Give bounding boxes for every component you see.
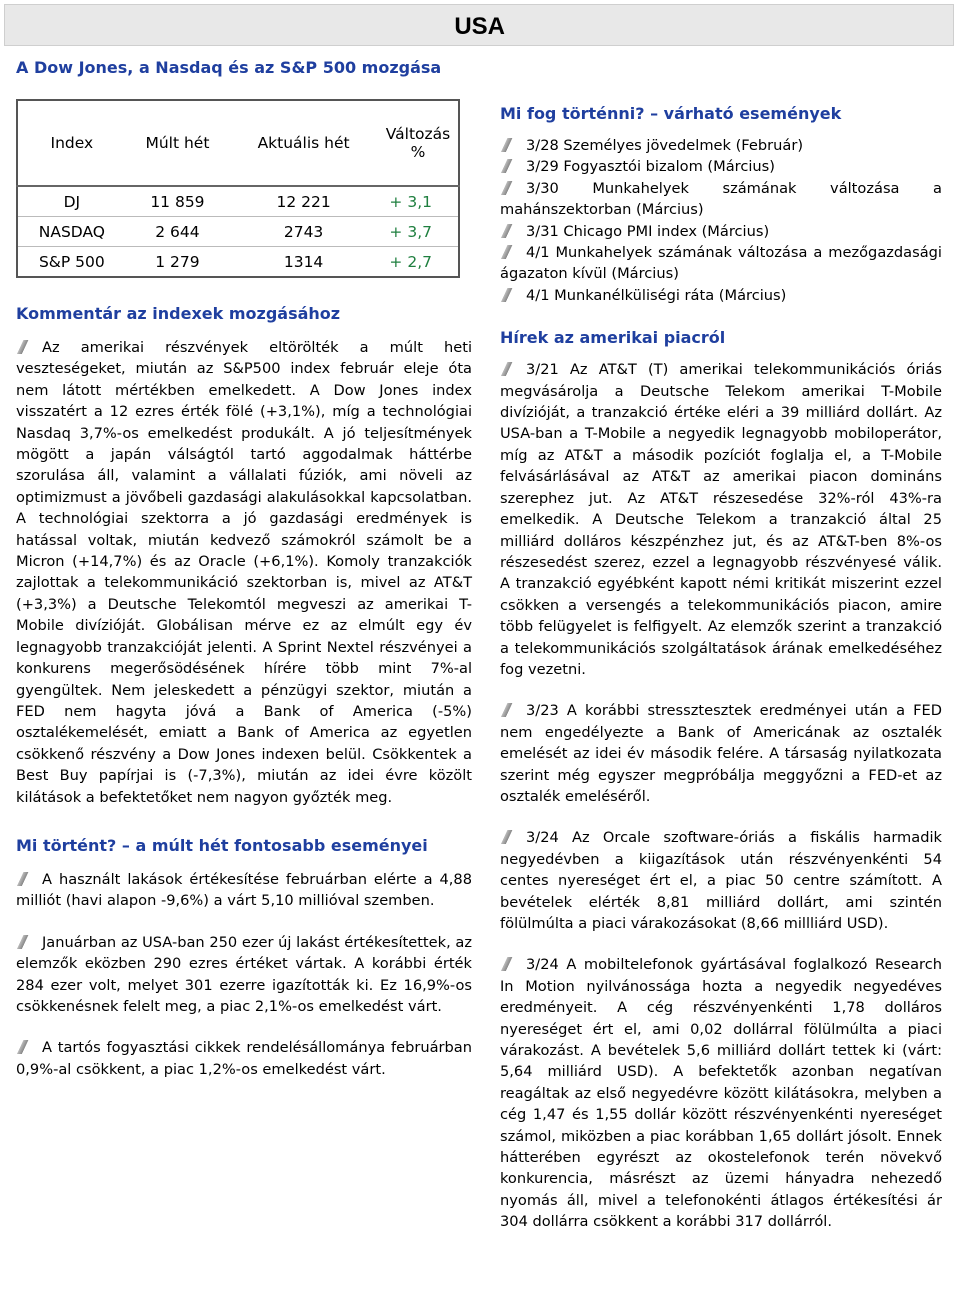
bullet-slash-icon (500, 288, 518, 302)
col-header-current-week: Aktuális hét (229, 100, 378, 186)
news-text: 3/21 Az AT&T (T) amerikai telekommunikációs óriás megvásárolja a Deutsche Telekom amerikai T-Mobile divízióját, a tranzakció értéke eléri a 39 milliárd dollárt. Az USA-ban a T-Mobile a negyedik legnagyobb mobiloperátor, míg az AT&T a második pozíciót foglalja el, a T-Mobile felvásárlásával az AT&T az amerikai piacon domináns szerephez jut. Az AT&T részesedése 32%-ról 43%-ra emelkedik. A Deutsche Telekom a tranzakció által 25 milliárd dolláros készpénzhez jut, és az AT&T-ben 8%-os részesedést szerez, ezzel a legnagyobb részvényesé válik. A tranzakció egyébként kapott némi kritikát miszerint ezzel csökken a versengés a telekommunikációs piacon, amire több felügyelet is felfigyelt. Az elemzők szerint a tranzakció a telekommunikációs szolgáltatások árának emelkedéséhez fog vezetni. (500, 361, 942, 678)
bullet-slash-icon (500, 181, 518, 195)
list-item (500, 359, 942, 680)
event-text: Januárban az USA-ban 250 ezer új lakást értékesítettek, az elemzők eközben 290 ezres értéket vártak. A korábbi érték 284 ezer volt, melyet 301 ezerre igazították ki. Ez 16,9%-os csökkenésnek felelt meg, a piac 2,1%-os emelkedést várt. (16, 933, 472, 1015)
cell-current: 12 221 (229, 186, 378, 217)
cell-current: 2743 (229, 217, 378, 247)
past-events-title: Mi történt? – a múlt hét fontosabb eseményei (16, 835, 428, 855)
upcoming-text: 3/28 Személyes jövedelmek (Február) (526, 137, 804, 154)
table-row (17, 217, 459, 247)
cell-change: + 3,1 (378, 186, 459, 217)
upcoming-text: 3/30 Munkahelyek számának változása a mahánszektorban (Március) (500, 179, 942, 219)
upcoming-text: 4/1 Munkahelyek számának változása a mezőgazdasági ágazaton kívül (Március) (500, 244, 942, 283)
list-item (500, 156, 942, 177)
list-item (16, 1037, 472, 1080)
cell-index: NASDAQ (17, 217, 126, 247)
bullet-slash-icon (500, 245, 518, 259)
col-header-change: Változás % (378, 100, 459, 186)
bullet-slash-icon (500, 957, 518, 971)
bullet-slash-icon (16, 872, 34, 886)
left-column (16, 50, 472, 1100)
news-title: Hírek az amerikai piacról (500, 328, 726, 348)
cell-last: 11 859 (126, 186, 229, 217)
list-item (500, 827, 942, 934)
page-header (4, 4, 954, 46)
bullet-slash-icon (500, 138, 518, 152)
list-item (500, 285, 942, 306)
col-header-index: Index (17, 100, 126, 186)
list-item (500, 221, 942, 242)
cell-current: 1314 (229, 247, 378, 278)
cell-index: DJ (17, 186, 126, 217)
bullet-slash-icon (16, 935, 34, 949)
list-item (16, 869, 472, 912)
news-text: 3/23 A korábbi stressztesztek eredményei után a FED nem engedélyezte a Bank of Americának az osztalék emelését az idei év második felére. A társaság nyilatkozata szerint még egyszer megpróbálja meggyőzni a FED-et az osztalék emeléséről. (500, 702, 942, 805)
index-table (16, 99, 460, 278)
country-title: USA (454, 13, 505, 40)
news-text: 3/24 A mobiltelefonok gyártásával foglalkozó Research In Motion nyilvánossága hozta a negyedik negyedéves eredményeit. A cég részvényenkénti 1,78 dolláros nyereséget ért el, ami 0,02 dollárral fölülmúlta a piaci várakozást. A bevételek 5,6 milliárd dollárt tettek ki (várt: 5,64 milliárd USD). A befektetők azonban negatívan reagáltak az első negyedévre között kilátásokra, melyben a cég 1,47 és 1,55 dollár között részvényenkénti nyereséget számol, miközben a piac korábban 1,65 dollárt jósolt. Ennek hátterében egyrészt az okostelefonok terén növekvő konkurencia, másrészt az üzemi hányadra nehezedő nyomás áll, mivel a telefonokénti átlagos értékesítési ár 304 dollárra csökkent a korábbi 317 dollárról. (500, 956, 942, 1231)
upcoming-text: 4/1 Munkanélküliségi ráta (Március) (526, 286, 787, 304)
list-item (500, 954, 942, 1232)
bullet-slash-icon (500, 224, 518, 238)
event-text: A használt lakások értékesítése februárban elérte a 4,88 milliót (havi alapon -9,6%) a várt 5,10 millióval szemben. (16, 870, 472, 910)
bullet-slash-icon (500, 703, 518, 717)
table-row (17, 247, 459, 278)
upcoming-title: Mi fog történni? – várható események (500, 104, 842, 123)
cell-last: 1 279 (126, 247, 229, 278)
cell-last: 2 644 (126, 217, 229, 247)
cell-change: + 2,7 (378, 247, 459, 278)
list-item (500, 700, 942, 807)
list-item (16, 932, 472, 1018)
main-title: A Dow Jones, a Nasdaq és az S&P 500 mozgása (16, 58, 442, 77)
list-item (500, 242, 942, 285)
bullet-slash-icon (16, 340, 34, 354)
bullet-slash-icon (16, 1040, 34, 1054)
bullet-slash-icon (500, 830, 518, 844)
comment-title: Kommentár az indexek mozgásához (16, 304, 341, 323)
comment-paragraph (16, 337, 472, 808)
bullet-slash-icon (500, 159, 518, 173)
list-item (500, 135, 942, 156)
news-text: 3/24 Az Orcale szoftware-óriás a fiskális harmadik negyedévben a kiigazítások után részvényenkénti 54 centes nyereséget ért el, a piac 50 centre számított. A bevételek elérték 8,81 milliárd dollárt, ami szintén fölülmúlta a piaci várakozásokat (8,66 millliárd USD). (500, 829, 942, 932)
right-column (500, 104, 942, 1253)
bullet-slash-icon (500, 362, 518, 376)
list-item (500, 178, 942, 221)
upcoming-text: 3/29 Fogyasztói bizalom (Március) (526, 158, 775, 176)
upcoming-text: 3/31 Chicago PMI index (Március) (526, 222, 770, 240)
table-header-row (17, 100, 459, 186)
table-row (17, 186, 459, 217)
cell-change: + 3,7 (378, 217, 459, 247)
cell-index: S&P 500 (17, 247, 126, 278)
comment-text: Az amerikai részvények eltörölték a múlt heti veszteségeket, miután az S&P500 index február eleje óta nem látott mértékben emelkedett. A Dow Jones index visszatért a 12 ezres érték fölé (+3,1%), míg a technológiai Nasdaq 3,7%-os emelkedést produkált. A jó teljesítmények mögött a japán válságtól tartó aggodalmak háttérbe szorulása áll, valamint a vállalati fúziók, ami növeli az optimizmust a jövőbeli gazdasági alakulásokkal kapcsolatban. A technológiai szektorra a jó gazdasági eredmények is hatással voltak, miután kedvező számokról számolt be a Micron (+14,7%) és az Oracle (+6,1%). Komoly tranzakciók zajlottak a telekommunikáció szektorban is, mivel az AT&T (+3,3%) a Deutsche Telekomtól megveszi az amerikai T-Mobile divízióját. Globálisan mérve ez az elmúlt egy év legnagyobb tranzakcióját jelenti. A Sprint Nextel részvényei a konkurens megerősödésének hírére több mint 7%-al gyengültek. Nem jeleskedett a pénzügyi szektor, miután a FED nem hagyta jóvá a Bank of America (-5%) osztalékemelését, emiatt a Bank of America az egyetlen csökkenő részvény a Dow Jones indexen belül. Csökkentek a Best Buy papírjai is (-7,3%), miután az idei évre közölt kilátások a befektetőket nem nagyon győzték meg. (16, 339, 472, 806)
event-text: A tartós fogyasztási cikkek rendelésállománya februárban 0,9%-al csökkent, a piac 1,2%-os emelkedést várt. (16, 1039, 472, 1078)
col-header-last-week: Múlt hét (126, 100, 229, 186)
